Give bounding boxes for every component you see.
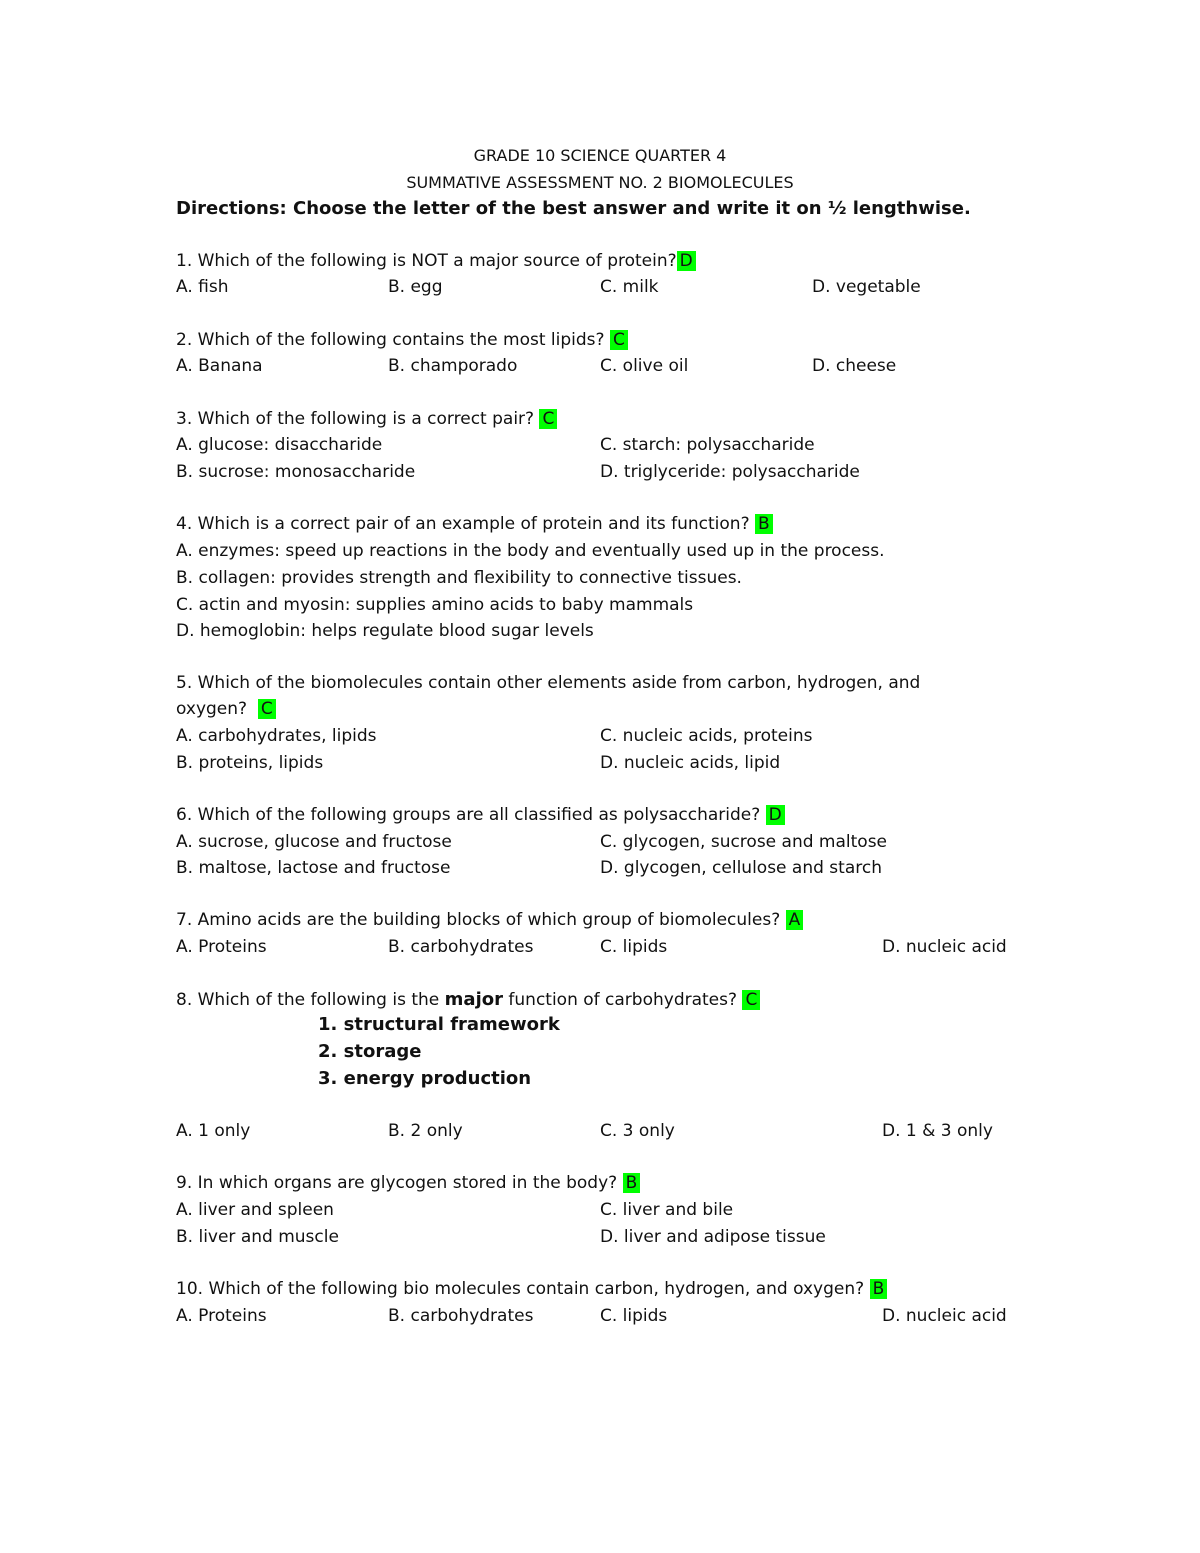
choice: A. glucose: disaccharide bbox=[176, 435, 383, 455]
question-text: 10. Which of the following bio molecules contain carbon, hydrogen, and oxygen? bbox=[176, 1279, 865, 1299]
choice: D. vegetable bbox=[812, 277, 921, 297]
choice: B. 2 only bbox=[388, 1121, 463, 1141]
choice: B. egg bbox=[388, 277, 443, 297]
option-item: 3. energy production bbox=[318, 1068, 532, 1089]
question-7 bbox=[176, 910, 803, 930]
answer-key: C bbox=[258, 699, 276, 719]
choice: A. fish bbox=[176, 277, 229, 297]
answer-key: D bbox=[766, 805, 785, 825]
choice: D. nucleic acid bbox=[882, 937, 1007, 957]
document-title: GRADE 10 SCIENCE QUARTER 4 bbox=[473, 146, 727, 165]
choice: C. liver and bile bbox=[600, 1200, 734, 1220]
answer-key: A bbox=[786, 910, 804, 930]
choice: A. Banana bbox=[176, 356, 263, 376]
question-1 bbox=[176, 251, 696, 271]
question-5: 5. Which of the biomolecules contain other elements aside from carbon, hydrogen, and bbox=[176, 673, 921, 693]
question-5-continued bbox=[176, 699, 276, 719]
choice: C. actin and myosin: supplies amino acids to baby mammals bbox=[176, 595, 694, 615]
choice: C. glycogen, sucrose and maltose bbox=[600, 832, 888, 852]
answer-key: B bbox=[623, 1173, 641, 1193]
option-item: 2. storage bbox=[318, 1041, 422, 1062]
document-subtitle: SUMMATIVE ASSESSMENT NO. 2 BIOMOLECULES bbox=[406, 173, 794, 192]
question-9 bbox=[176, 1173, 640, 1193]
question-text: oxygen? bbox=[176, 699, 248, 719]
answer-key: C bbox=[610, 330, 628, 350]
answer-key: B bbox=[870, 1279, 888, 1299]
choice: D. 1 & 3 only bbox=[882, 1121, 993, 1141]
question-text: function of carbohydrates? bbox=[503, 990, 738, 1010]
choice: B. liver and muscle bbox=[176, 1227, 339, 1247]
emphasis: major bbox=[444, 989, 503, 1010]
choice: A. Proteins bbox=[176, 1306, 267, 1326]
choice: A. enzymes: speed up reactions in the body and eventually used up in the process. bbox=[176, 541, 885, 561]
choice: B. collagen: provides strength and flexibility to connective tissues. bbox=[176, 568, 742, 588]
question-8 bbox=[176, 989, 760, 1010]
choice: C. milk bbox=[600, 277, 659, 297]
answer-key: C bbox=[742, 990, 760, 1010]
question-6 bbox=[176, 805, 785, 825]
question-2 bbox=[176, 330, 628, 350]
answer-key: D bbox=[677, 251, 696, 271]
choice: C. starch: polysaccharide bbox=[600, 435, 815, 455]
option-item: 1. structural framework bbox=[318, 1014, 560, 1035]
answer-key: C bbox=[539, 409, 557, 429]
choice: D. hemoglobin: helps regulate blood sugar levels bbox=[176, 621, 594, 641]
choice: A. carbohydrates, lipids bbox=[176, 726, 377, 746]
question-text: 3. Which of the following is a correct pair? bbox=[176, 409, 535, 429]
choice: B. proteins, lipids bbox=[176, 753, 324, 773]
answer-key: B bbox=[755, 514, 773, 534]
choice: A. 1 only bbox=[176, 1121, 251, 1141]
question-text: 1. Which of the following is NOT a major source of protein? bbox=[176, 251, 677, 271]
choice: C. 3 only bbox=[600, 1121, 675, 1141]
choice: D. glycogen, cellulose and starch bbox=[600, 858, 882, 878]
question-10 bbox=[176, 1279, 887, 1299]
question-3 bbox=[176, 409, 557, 429]
choice: B. champorado bbox=[388, 356, 518, 376]
choice: A. liver and spleen bbox=[176, 1200, 334, 1220]
choice: B. carbohydrates bbox=[388, 937, 534, 957]
choice: D. nucleic acid bbox=[882, 1306, 1007, 1326]
choice: D. triglyceride: polysaccharide bbox=[600, 462, 860, 482]
question-text: 8. Which of the following is the bbox=[176, 990, 445, 1010]
choice: C. lipids bbox=[600, 937, 668, 957]
choice: B. carbohydrates bbox=[388, 1306, 534, 1326]
choice: A. sucrose, glucose and fructose bbox=[176, 832, 452, 852]
question-text: 9. In which organs are glycogen stored in the body? bbox=[176, 1173, 618, 1193]
question-4 bbox=[176, 514, 773, 534]
choice: D. liver and adipose tissue bbox=[600, 1227, 826, 1247]
choice: B. maltose, lactose and fructose bbox=[176, 858, 451, 878]
question-text: 2. Which of the following contains the most lipids? bbox=[176, 330, 605, 350]
question-text: 7. Amino acids are the building blocks of which group of biomolecules? bbox=[176, 910, 781, 930]
choice: B. sucrose: monosaccharide bbox=[176, 462, 416, 482]
choice: A. Proteins bbox=[176, 937, 267, 957]
choice: C. nucleic acids, proteins bbox=[600, 726, 813, 746]
choice: D. cheese bbox=[812, 356, 897, 376]
choice: D. nucleic acids, lipid bbox=[600, 753, 781, 773]
question-text: 6. Which of the following groups are all classified as polysaccharide? bbox=[176, 805, 761, 825]
choice: C. olive oil bbox=[600, 356, 689, 376]
choice: C. lipids bbox=[600, 1306, 668, 1326]
directions: Directions: Choose the letter of the best answer and write it on ½ lengthwise. bbox=[176, 198, 971, 219]
question-text: 4. Which is a correct pair of an example of protein and its function? bbox=[176, 514, 750, 534]
